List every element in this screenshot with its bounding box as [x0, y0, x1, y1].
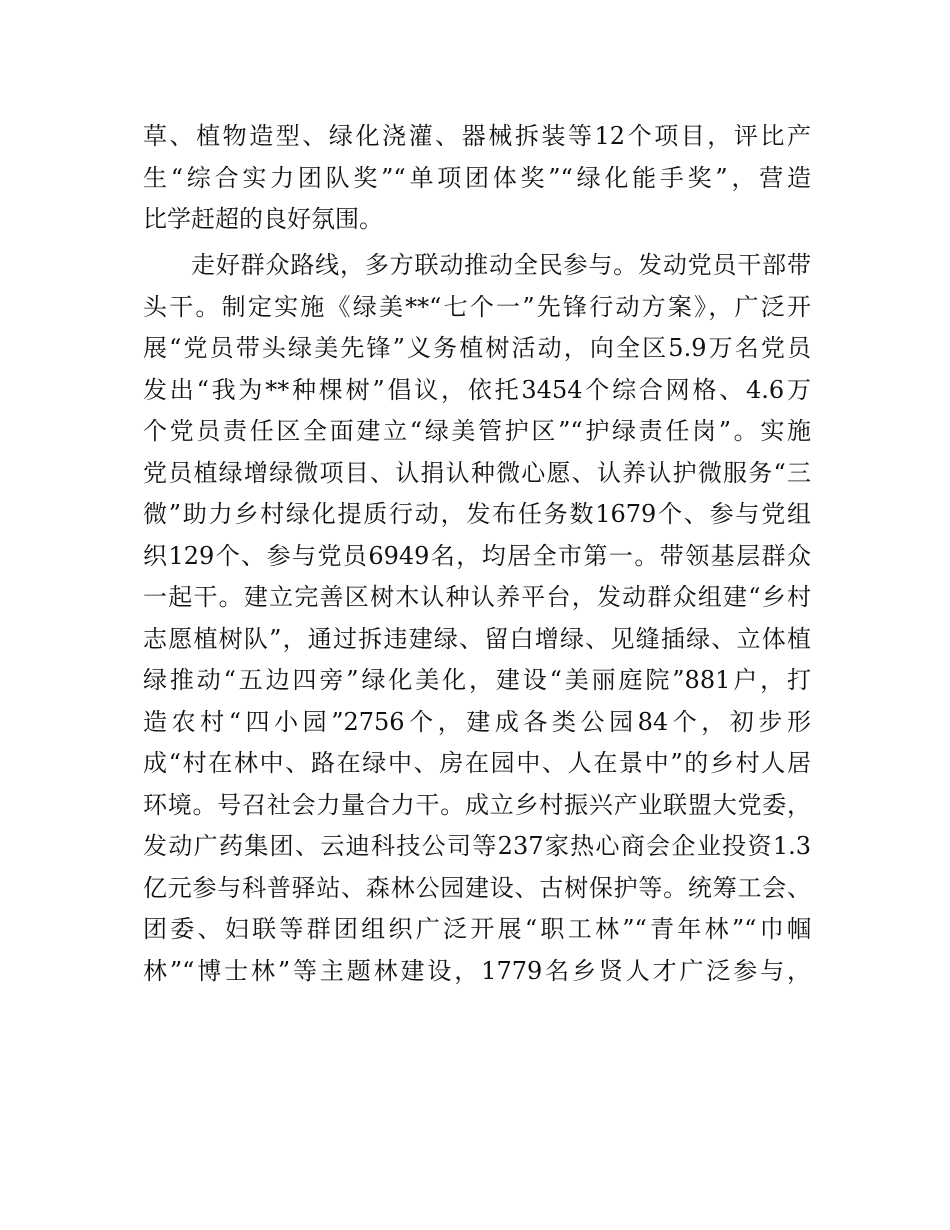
text-line: 亿元参与科普驿站、森林公园建设、古树保护等。统筹工会、	[143, 873, 811, 902]
text-line: 个党员责任区全面建立“绿美管护区”“护绿责任岗”。实施	[143, 417, 811, 445]
text-line: 环境。号召社会力量合力干。成立乡村振兴产业联盟大党委，	[143, 790, 811, 819]
paragraph-2	[143, 245, 811, 992]
text-line: 走好群众路线，多方联动推动全民参与。发动党员干部带	[191, 251, 811, 279]
text-line: 造农村“四小园”2756个，建成各类公园84个，初步形	[143, 707, 811, 736]
text-line: 生“综合实力团队奖”“单项团体奖”“绿化能手奖”，营造	[143, 163, 811, 192]
text-line: 织129个、参与党员6949名，均居全市第一。带领基层群众	[143, 541, 811, 570]
text-line: 展“党员带头绿美先锋”义务植树活动，向全区5.9万名党员	[143, 334, 811, 362]
text-line: 发动广药集团、云迪科技公司等237家热心商会企业投资1.3	[143, 832, 811, 860]
text-line: 微”助力乡村绿化提质行动，发布任务数1679个、参与党组	[143, 500, 811, 528]
text-line: 绿推动“五边四旁”绿化美化，建设“美丽庭院”881户，打	[143, 666, 811, 694]
paragraph-1	[143, 116, 811, 241]
text-line: 志愿植树队”，通过拆违建绿、留白增绿、见缝插绿、立体植	[143, 624, 811, 653]
text-line: 发出“我为**种棵树”倡议，依托3454个综合网格、4.6万	[143, 375, 811, 404]
text-line: 比学赶超的良好氛围。	[143, 205, 383, 233]
text-line: 头干。制定实施《绿美**“七个一”先锋行动方案》，广泛开	[143, 292, 811, 321]
text-line: 党员植绿增绿微项目、认捐认种微心愿、认养认护微服务“三	[143, 458, 811, 487]
text-line: 成“村在林中、路在绿中、房在园中、人在景中”的乡村人居	[143, 749, 811, 777]
text-line: 草、植物造型、绿化浇灌、器械拆装等12个项目，评比产	[143, 122, 811, 150]
text-line: 团委、妇联等群团组织广泛开展“职工林”“青年林”“巾帼	[143, 915, 811, 943]
text-line: 林”“博士林”等主题林建设，1779名乡贤人才广泛参与，	[143, 956, 811, 985]
text-line: 一起干。建立完善区树木认种认养平台，发动群众组建“乡村	[143, 583, 811, 611]
